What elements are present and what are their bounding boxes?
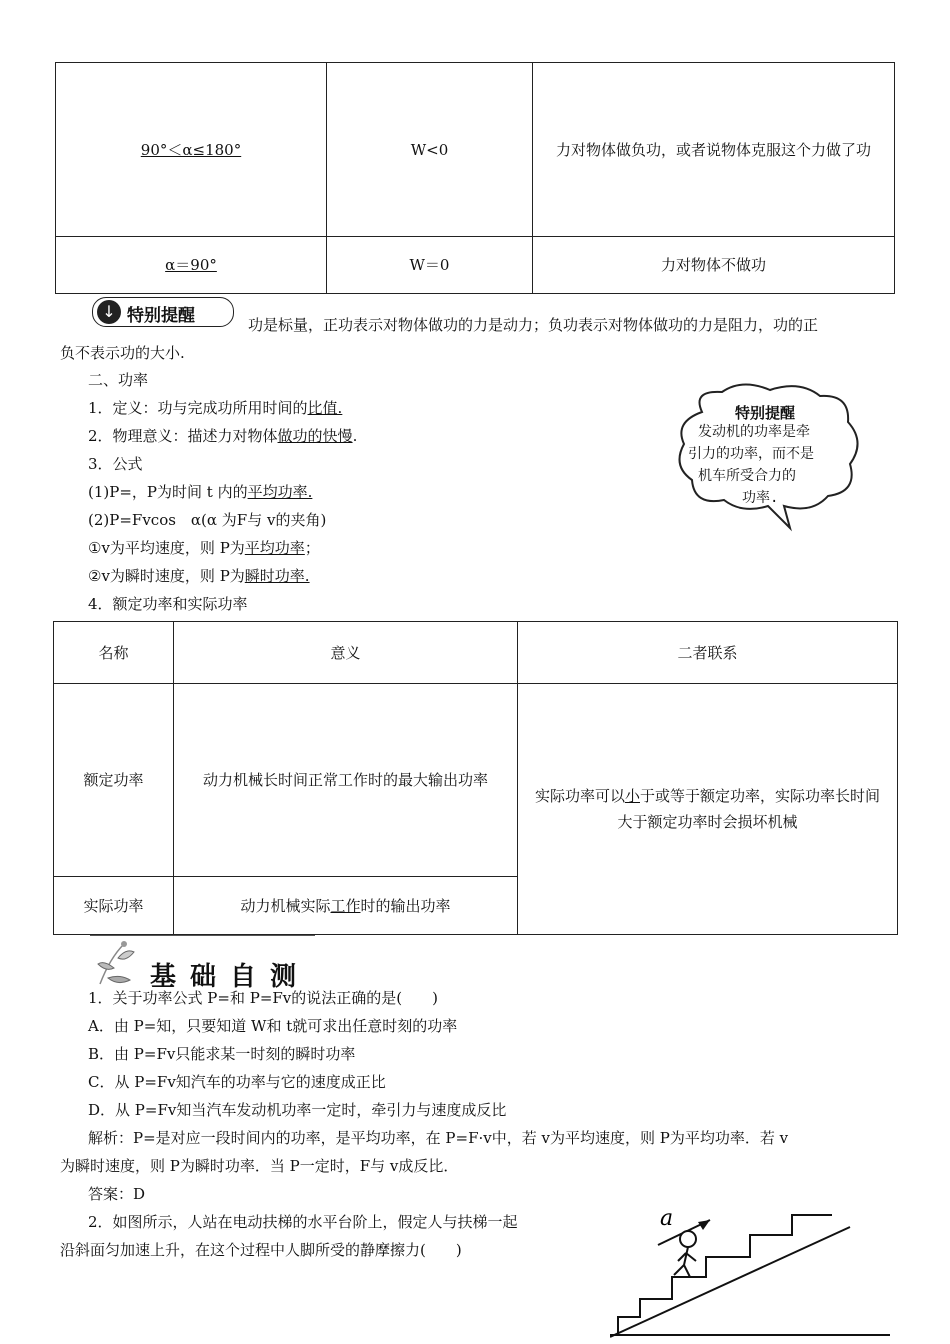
formula-1: (1)P=，P为时间 t 内的平均功率. [88,483,313,501]
power-table [53,621,898,935]
person-icon [674,1231,696,1277]
answer: 答案：D [88,1185,146,1203]
tip-text-line2: 负不表示功的大小. [60,344,185,362]
header-name: 名称 [54,622,174,684]
formula-heading: 3．公式 [88,455,143,473]
option-b: B．由 P=Fv只能求某一时刻的瞬时功率 [88,1045,356,1063]
question-2-line2: 沿斜面匀加速上升，在这个过程中人脚所受的静摩擦力( ) [60,1241,462,1259]
relation-cell: 实际功率可以小于或等于额定功率，实际功率长时间大于额定功率时会损坏机械 [518,684,898,935]
definition: 1．定义：功与完成功所用时间的比值. [88,399,343,417]
option-c: C．从 P=Fv知汽车的功率与它的速度成正比 [88,1073,386,1091]
question-2-line1: 2．如图所示，人站在电动扶梯的水平台阶上，假定人与扶梯一起 [88,1213,518,1231]
escalator-steps [618,1215,832,1335]
rated-heading: 4．额定功率和实际功率 [88,595,248,613]
special-tip-badge [92,297,234,327]
tip-text-line1: 功是标量，正功表示对物体做功的力是动力；负功表示对物体做功的力是阻力，功的正 [248,316,819,334]
desc-cell: 力对物体不做功 [533,237,895,294]
meaning: 2．物理意义：描述力对物体做功的快慢. [88,427,358,445]
option-a: A．由 P=知，只要知道 W和 t就可求出任意时刻的功率 [88,1017,458,1035]
section-divider [90,935,315,936]
self-test-title: 基础自测 [150,962,311,992]
acceleration-label: a [660,1206,674,1231]
analysis-line1: 解析：P=是对应一段时间内的功率，是平均功率，在 P=F·v中，若 v为平均速度，则 P为平均功率．若 v [88,1129,789,1147]
tip-label: 特别提醒 [127,306,195,326]
header-meaning: 意义 [174,622,518,684]
flower-decoration-icon [90,938,150,988]
actual-meaning: 动力机械实际工作时的输出功率 [174,877,518,935]
heading-power: 二、功率 [88,371,149,389]
formula-2: (2)P=Fvcos α(α 为F与 v的夹角) [88,511,327,529]
actual-name: 实际功率 [54,877,174,935]
work-cell: W＝0 [327,237,533,294]
work-cell: W<0 [327,63,533,237]
case-2: ②v为瞬时速度，则 P为瞬时功率. [88,567,310,585]
angle-cell: 90°＜α≤180° [56,63,327,237]
down-arrow-icon: ↓ [97,300,121,324]
case-1: ①v为平均速度，则 P为平均功率； [88,539,320,557]
question-1: 1．关于功率公式 P=和 P=Fv的说法正确的是( ) [88,989,438,1007]
rated-name: 额定功率 [54,684,174,877]
work-sign-table [55,62,895,294]
header-relation: 二者联系 [518,622,898,684]
option-d: D．从 P=Fv知当汽车发动机功率一定时，牵引力与速度成反比 [88,1101,507,1119]
bubble-title: 特别提醒 [735,404,796,422]
angle-cell: α＝90° [56,237,327,294]
rated-meaning: 动力机械长时间正常工作时的最大输出功率 [174,684,518,877]
analysis-line2: 为瞬时速度，则 P为瞬时功率．当 P一定时，F与 v成反比． [60,1157,459,1175]
escalator-figure [610,1205,900,1340]
desc-cell: 力对物体做负功，或者说物体克服这个力做了功 [533,63,895,237]
